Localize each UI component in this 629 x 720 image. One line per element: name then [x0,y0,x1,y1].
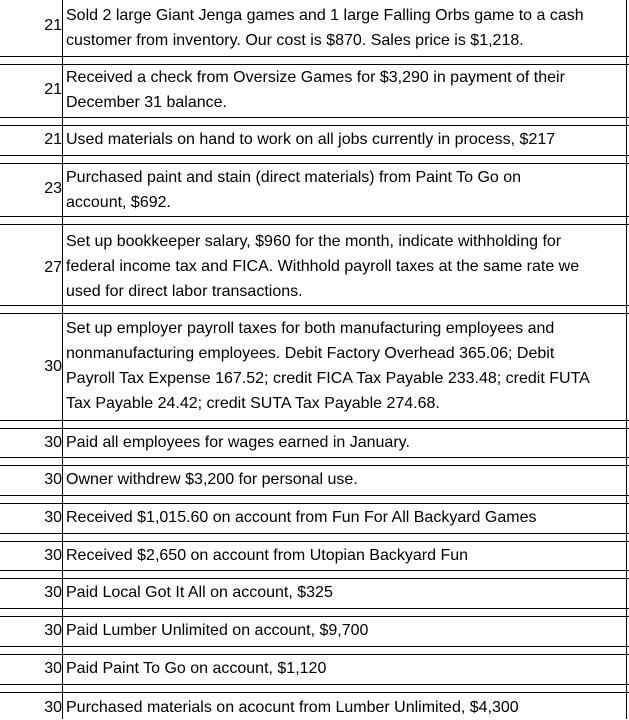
grid-line [0,684,629,685]
row-description [66,127,624,152]
grid-line [0,216,629,217]
row-day: 30 [44,622,62,639]
table-row [0,692,629,719]
row-description [66,505,624,530]
row-day: 21 [44,81,62,98]
row-day: 21 [44,131,62,148]
grid-line [0,533,629,534]
table-row [0,465,629,495]
table-row [0,313,629,420]
table-row [0,163,629,216]
table-row [0,578,629,608]
grid-line [0,420,629,421]
row-day: 23 [44,180,62,197]
description-line: used for direct labor transactions. [66,283,303,300]
row-day: 30 [44,660,62,677]
row-day: 30 [44,547,62,564]
description-line: account, $692. [66,194,171,211]
description-line: Set up bookkeeper salary, $960 for the month, indicate withholding for [66,233,562,250]
description-line: Set up employer payroll taxes for both manufacturing employees and [66,320,555,337]
row-description [66,543,624,568]
row-day: 30 [44,471,62,488]
row-day: 21 [44,17,62,34]
row-day: 30 [44,358,62,375]
grid-line [0,305,629,306]
table-row [0,616,629,646]
grid-line [0,117,629,118]
description-line: Tax Payable 24.42; credit SUTA Tax Payable 274.68. [66,395,440,412]
row-description [66,65,624,115]
table-row [0,428,629,457]
row-description [66,618,624,643]
row-description [66,229,624,304]
table-row [0,125,629,155]
row-description [66,316,624,416]
description-line: Payroll Tax Expense 167.52; credit FICA Tax Payable 233.48; credit FUTA [66,370,590,387]
table-row [0,541,629,570]
grid-line [0,608,629,609]
row-description [66,656,624,681]
description-line: Paid Paint To Go on account, $1,120 [66,660,327,677]
table-row [0,654,629,684]
description-line: Paid Local Got It All on account, $325 [66,584,333,601]
row-day: 30 [44,584,62,601]
description-line: federal income tax and FICA. Withhold payroll taxes at the same rate we [66,258,580,275]
row-description [66,695,624,720]
grid-line [0,56,629,57]
row-description [66,580,624,605]
grid-line [0,646,629,647]
description-line: Sold 2 large Giant Jenga games and 1 large Falling Orbs game to a cash [66,7,584,24]
table-row [0,503,629,533]
row-day: 30 [44,434,62,451]
description-line: Received $1,015.60 on account from Fun For All Backyard Games [66,509,537,526]
row-day: 30 [44,699,62,716]
grid-line [0,570,629,571]
description-line: Purchased materials on acocunt from Lumber Unlimited, $4,300 [66,699,519,716]
description-line: Paid all employees for wages earned in January. [66,434,410,451]
description-line: customer from inventory. Our cost is $870. Sales price is $1,218. [66,32,524,49]
row-day: 27 [44,259,62,276]
table-row [0,224,629,305]
description-line: Received $2,650 on account from Utopian Backyard Fun [66,547,469,564]
grid-line [0,155,629,156]
description-line: nonmanufacturing employees. Debit Factory Overhead 365.06; Debit [66,345,555,362]
row-description [66,430,624,455]
row-description [66,467,624,492]
description-line: Purchased paint and stain (direct materials) from Paint To Go on [66,169,522,186]
table-row [0,0,629,56]
description-line: Paid Lumber Unlimited on account, $9,700 [66,622,369,639]
grid-line [0,495,629,496]
grid-line [0,457,629,458]
row-description [66,165,624,215]
description-line: Owner withdrew $3,200 for personal use. [66,471,358,488]
table-row [0,64,629,117]
description-line: Used materials on hand to work on all jobs currently in process, $217 [66,131,556,148]
row-description [66,3,624,53]
description-line: December 31 balance. [66,94,227,111]
row-day: 30 [44,509,62,526]
description-line: Received a check from Oversize Games for $3,290 in payment of their [66,69,565,86]
